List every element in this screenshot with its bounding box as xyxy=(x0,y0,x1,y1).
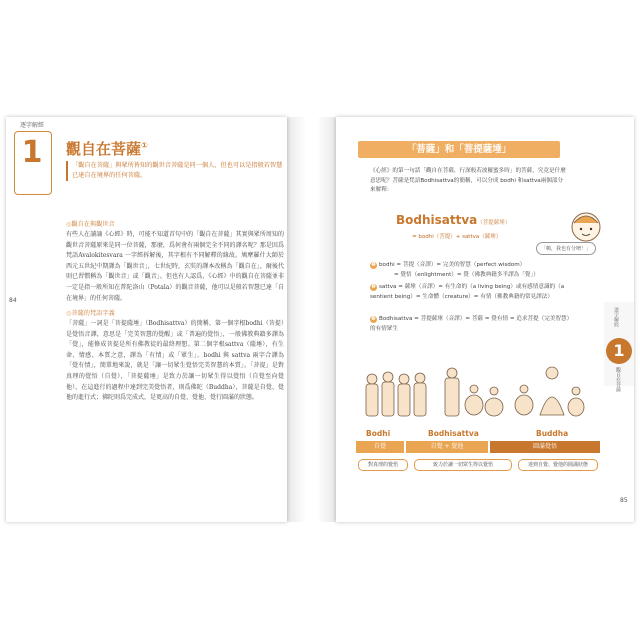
figure-body xyxy=(382,382,394,416)
figure-body xyxy=(515,395,533,415)
section-body-1: 有些人在讀誦《心經》時，可能不知道首句中的「觀自在菩薩」其實與眾所周知的觀世音菩薩原來是同一位菩薩，那麼，爲何會有兩個完全不同的譯名呢？那是因爲梵語Avalokitesvara 一字經拆解後，其字根有不同解釋的緣故。鳩摩羅什大師於西元五世紀中期譯為「觀世音」，七世紀時，玄奘的譯本改稱為「觀自在」，爾後代則已習慣稱為「觀世音」或「觀音」。但也有人認爲，《心經》中的觀自在菩薩並非一定是指一般所知在普陀洛山（Potala）的觀音菩薩，他可以是般若智慧已達「自在境界」的任何菩薩。 xyxy=(66,231,284,302)
definition-1 xyxy=(370,261,570,280)
book-spine xyxy=(287,117,336,522)
figure-head xyxy=(520,385,528,393)
figure-body xyxy=(568,398,584,416)
figure-body xyxy=(465,395,483,415)
definition-1-line-a: bodhi = 菩提（音譯）= 完美的智慧（perfect wisdom） xyxy=(379,262,526,268)
figure-body xyxy=(485,398,503,416)
stage-arrow-3: 圓滿覺悟 xyxy=(490,441,600,453)
right-page xyxy=(336,117,634,522)
figures-illustration xyxy=(356,365,586,423)
word-formula: = bodhi（菩提）+ sattva（薩埵） xyxy=(412,234,502,240)
stage-desc-3: 達到自覺、覺他的圓滿狀態 xyxy=(518,459,598,471)
monk-eye-right xyxy=(590,228,592,230)
definition-number-icon: ❷ xyxy=(371,284,376,290)
definition-3-text: Bodhisattva = 菩提薩埵（音譯）= 菩薩 = 覺有情 = 追求菩提（完美智慧）的有情眾生 xyxy=(370,316,570,332)
figure-body xyxy=(398,384,410,416)
side-tab-label: 逐字解經 xyxy=(613,307,619,327)
word-title-note: （菩提薩埵） xyxy=(477,220,511,226)
speech-bubble: 「嗨，我也有分唷！」 xyxy=(536,242,596,255)
figure-head xyxy=(490,387,498,395)
figure-head xyxy=(367,374,377,384)
chapter-tab-number: 1 xyxy=(21,135,43,170)
figure-head xyxy=(383,372,393,382)
definition-3 xyxy=(370,315,570,334)
chapter-tab-label: 逐字解經 xyxy=(19,122,44,129)
stage-label-bodhisattva: Bodhisattva xyxy=(428,429,479,438)
stage-label-bodhi: Bodhi xyxy=(366,429,391,438)
section-heading-1-text: 觀自在與觀世音 xyxy=(71,221,115,228)
figure-head xyxy=(399,374,409,384)
side-tab-number: 1 xyxy=(606,338,632,364)
figure-body xyxy=(540,397,564,415)
word-title-text: Bodhisattva xyxy=(396,213,478,227)
figure-body xyxy=(414,383,426,416)
figure-head xyxy=(447,368,457,378)
definition-2-text: sattva = 薩埵（音譯）= 有生命的（a living being）或有感情意識的（a sentient being）= 生命體（creature）= 有情（佛教典籍的常見譯法） xyxy=(370,284,565,300)
bullet-icon: ◎ xyxy=(66,221,72,228)
page-number-right: 85 xyxy=(620,497,628,504)
page-title xyxy=(66,138,148,159)
bullet-icon: ◎ xyxy=(66,310,72,317)
figure-head xyxy=(546,367,558,379)
stage-arrow-1: 自覺 xyxy=(356,441,404,453)
word-title xyxy=(396,213,510,227)
section-heading-2-text: 菩薩的梵語字義 xyxy=(71,310,115,317)
stage-desc-2: 致力於讓一切眾生得以覺悟 xyxy=(414,459,512,471)
left-page xyxy=(6,117,287,522)
figure-head xyxy=(470,385,478,393)
definition-number-icon: ❸ xyxy=(371,316,376,322)
section-body-2: 「菩薩」一詞是「菩提薩埵」（Bodhisattva）的簡稱，第一個字根bodhi（菩提）是覺悟音譯，意思是「完美智慧的覺醒」或「普遍的覺悟」，一般佛教典籍多譯為「覺」，能修成菩提是所有佛教徒的最終理想。第二個字根sattva（薩埵），有生命、情感、本質之意，譯為「有情」或「眾生」。bodhi 與 sattva 兩字合譯為「覺有情」，簡單地來說，就是「讓一切眾生覺悟完美智慧的本質」。「菩提」是對真理的覺悟（自覺），「菩提薩埵」是致力於讓一切眾生得以覺悟（自覺至向覺他），在這進行的過程中達到完美覺悟者，則爲佛陀（Buddha），菩薩是自覺、覺他的進行式；佛陀則爲完成式，是更高的自覺、覺他、覺行圓滿的狀態。 xyxy=(66,320,284,402)
intro-quote: 「觀自在菩薩」與眾所皆知的觀世音菩薩是同一個人，但也可以是指般若智慧已達自在境界的任何菩薩。 xyxy=(66,161,288,181)
stage-label-buddha: Buddha xyxy=(536,429,569,438)
section-heading-2 xyxy=(66,308,115,317)
definition-2 xyxy=(370,283,570,302)
right-intro: 《心經》的第一句話「觀自在菩薩，行深般若波羅蜜多時」的菩薩，究竟是什麼意思呢？菩薩是梵語Bodhisattva的簡稱，可以分成 bodhi 和sattva兩個部分來解釋： xyxy=(370,168,566,193)
definition-number-icon: ❶ xyxy=(371,262,376,268)
figure-body xyxy=(366,384,378,416)
page-title-text: 觀自在菩薩 xyxy=(66,140,142,158)
page-number-left: 84 xyxy=(9,297,17,304)
section-heading-1 xyxy=(66,219,115,228)
definition-1-line-b: = 覺悟（enlightment）= 覺（佛教典籍多半譯為「覺」） xyxy=(394,271,539,278)
figure-head xyxy=(572,387,580,395)
figure-body xyxy=(445,378,459,416)
monk-eye-left xyxy=(580,228,582,230)
page-title-mark: ① xyxy=(141,141,148,150)
section-banner: 「菩薩」和「菩提薩埵」 xyxy=(358,141,560,158)
stage-arrow-2: 自覺 + 覺他 xyxy=(406,441,488,453)
stage-desc-1: 對真理的覺悟 xyxy=(358,459,408,471)
side-tab-subtitle: 觀自在菩薩 xyxy=(615,367,621,392)
figure-head xyxy=(415,373,425,383)
